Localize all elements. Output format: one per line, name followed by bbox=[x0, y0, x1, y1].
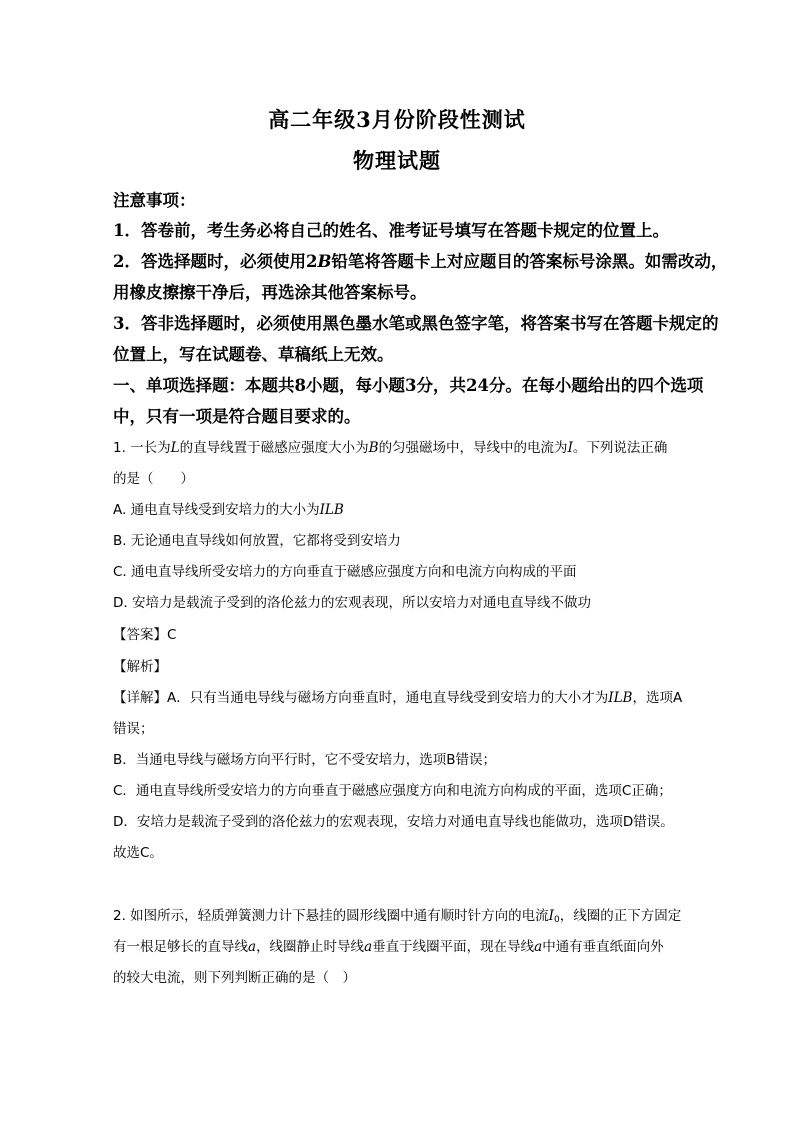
q1-detail-a-cont: 错误； bbox=[113, 721, 154, 737]
notice-item-1: 1．答卷前，考生务必将自己的姓名、准考证号填写在答题卡规定的位置上。 bbox=[113, 221, 669, 240]
q1-stem: 1. 一长为L的直导线置于磁感应强度大小为B的匀强磁场中，导线中的电流为I。下列说法正确 bbox=[113, 440, 668, 456]
section-heading-cont: 中，只有一项是符合题目要求的。 bbox=[113, 407, 361, 426]
q1-analysis-heading: 【解析】 bbox=[113, 659, 167, 675]
exam-subtitle: 物理试题 bbox=[353, 148, 441, 173]
q1-answer: 【答案】C bbox=[113, 627, 177, 643]
exam-title: 高二年级3月份阶段性测试 bbox=[268, 107, 526, 132]
section-heading: 一、单项选择题：本题共8小题，每小题3分，共24分。在每小题给出的四个选项 bbox=[113, 376, 704, 395]
q1-option-c: C. 通电直导线所受安培力的方向垂直于磁感应强度方向和电流方向构成的平面 bbox=[113, 564, 577, 580]
q1-detail-b: B．当通电导线与磁场方向平行时，它不受安培力，选项B错误； bbox=[113, 752, 497, 768]
q1-option-d: D. 安培力是载流子受到的洛伦兹力的宏观表现，所以安培力对通电直导线不做功 bbox=[113, 595, 591, 611]
q2-stem: 2. 如图所示，轻质弹簧测力计下悬挂的圆形线圈中通有顺时针方向的电流I0，线圈的正下方固定 bbox=[113, 908, 682, 925]
notice-item-3: 3．答非选择题时，必须使用黑色墨水笔或黑色签字笔，将答案书写在答题卡规定的 bbox=[113, 314, 719, 333]
q1-option-a: A. 通电直导线受到安培力的大小为ILB bbox=[113, 502, 344, 518]
notice-item-2: 2．答选择题时，必须使用2B铅笔将答题卡上对应题目的答案标号涂黑。如需改动， bbox=[113, 252, 728, 271]
q2-stem-end: 的较大电流，则下列判断正确的是（ ） bbox=[113, 970, 356, 986]
notice-item-2-cont: 用橡皮擦擦干净后，再选涂其他答案标号。 bbox=[113, 283, 427, 302]
q1-stem-cont: 的是（ ） bbox=[113, 471, 194, 487]
q1-conclusion: 故选C。 bbox=[113, 845, 163, 861]
notice-item-3-cont: 位置上，写在试题卷、草稿纸上无效。 bbox=[113, 345, 394, 364]
q1-option-b: B. 无论通电直导线如何放置，它都将受到安培力 bbox=[113, 533, 401, 549]
notice-heading: 注意事项： bbox=[113, 191, 196, 210]
q1-detail-a: 【详解】A．只有当通电导线与磁场方向垂直时，通电直导线受到安培力的大小才为ILB，选项A bbox=[113, 690, 683, 706]
q1-detail-c: C．通电直导线所受安培力的方向垂直于磁感应强度方向和电流方向构成的平面，选项C正确； bbox=[113, 783, 672, 799]
q1-detail-d: D．安培力是载流子受到的洛伦兹力的宏观表现，安培力对通电直导线也能做功，选项D错误。 bbox=[113, 814, 674, 830]
q2-stem-cont: 有一根足够长的直导线a，线圈静止时导线a垂直于线圈平面，现在导线a中通有垂直纸面向外 bbox=[113, 939, 664, 955]
